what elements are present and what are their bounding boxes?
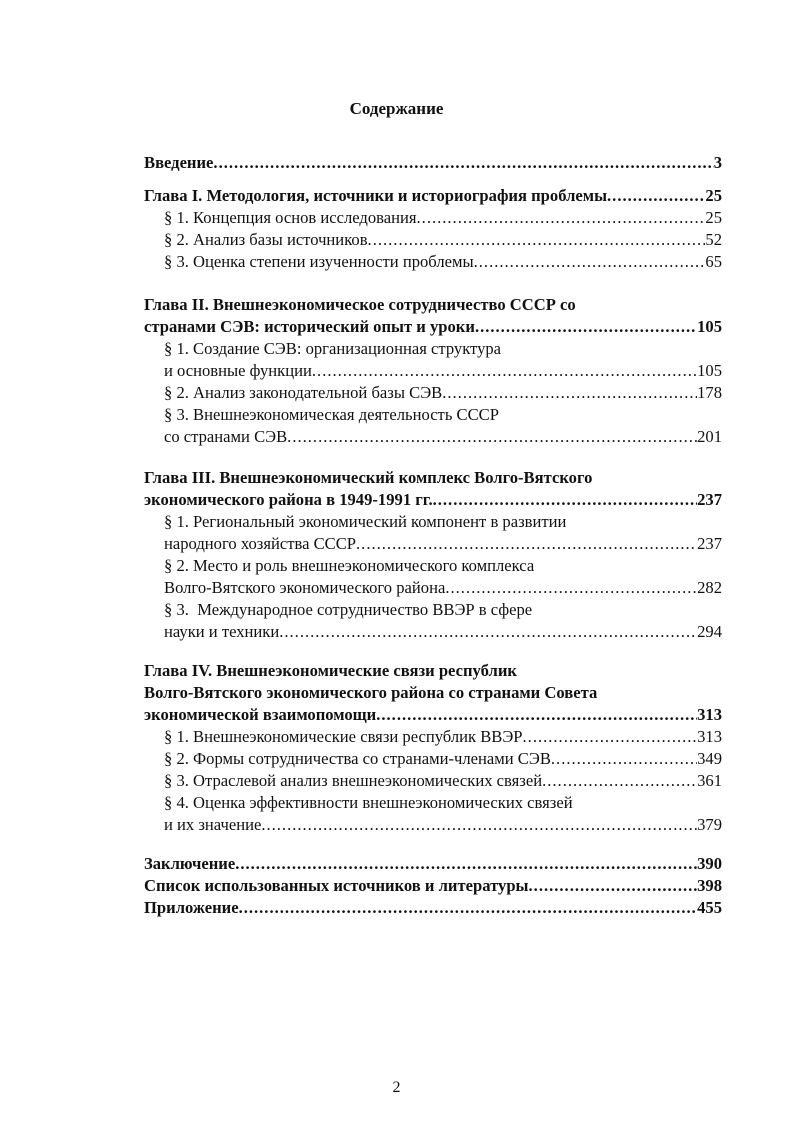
dot-leader <box>239 897 698 919</box>
toc-section-2-1[interactable] <box>144 360 722 382</box>
toc-section-4-2[interactable] <box>144 748 722 770</box>
section-page: 282 <box>697 578 722 597</box>
toc-entry-label: Заключение <box>144 854 236 873</box>
page-title: Содержание <box>349 99 444 118</box>
section-page: 379 <box>697 815 722 834</box>
dot-leader <box>376 704 697 726</box>
chapter-title: экономического района в 1949-1991 гг. <box>144 490 433 509</box>
toc-section-1-3[interactable] <box>144 251 722 273</box>
section-page: 237 <box>697 534 722 553</box>
toc-chapter-3-title-line-1: Глава III. Внешнеэкономический комплекс Волго-Вятского <box>144 468 593 487</box>
toc-chapter-2-title-line-1: Глава II. Внешнеэкономическое сотрудничество СССР со <box>144 295 576 314</box>
section-label: § 2. Анализ базы источников <box>164 230 368 249</box>
toc-chapter-1[interactable] <box>144 185 722 207</box>
section-page: 178 <box>697 383 722 402</box>
dot-leader <box>542 770 697 792</box>
chapter-page: 313 <box>697 705 722 724</box>
dot-leader <box>417 207 706 229</box>
toc-entry-sources[interactable] <box>144 875 722 897</box>
toc-chapter-4[interactable] <box>144 704 722 726</box>
toc-chapter-2[interactable] <box>144 316 722 338</box>
section-label: со странами СЭВ <box>164 427 288 446</box>
section-label: § 3. Оценка степени изученности проблемы <box>164 252 474 271</box>
toc-section-2-1-line-1: § 1. Создание СЭВ: организационная структура <box>164 339 502 358</box>
section-label: и основные функции <box>164 361 312 380</box>
dot-leader <box>287 426 697 448</box>
section-label: § 2. Формы сотрудничества со странами-членами СЭВ <box>164 749 551 768</box>
section-label: народного хозяйства СССР <box>164 534 357 553</box>
dot-leader <box>475 316 697 338</box>
chapter-page: 25 <box>705 186 722 205</box>
section-page: 25 <box>705 208 722 227</box>
toc-section-2-2[interactable] <box>144 382 722 404</box>
toc-entry-appendix[interactable] <box>144 897 722 919</box>
section-page: 313 <box>697 727 722 746</box>
toc-entry-label: Введение <box>144 153 214 172</box>
toc-section-3-3-line-1: § 3. Международное сотрудничество ВВЭР в сфере <box>164 600 533 619</box>
dot-leader <box>442 382 697 404</box>
toc-section-2-3-line-1: § 3. Внешнеэкономическая деятельность СССР <box>164 405 499 424</box>
dot-leader <box>445 577 697 599</box>
section-label: Волго-Вятского экономического района <box>164 578 446 597</box>
toc-section-4-3[interactable] <box>144 770 722 792</box>
dot-leader <box>279 621 697 643</box>
toc-entry-label: Приложение <box>144 898 239 917</box>
dot-leader <box>607 185 705 207</box>
toc-entry-page: 398 <box>697 876 722 895</box>
dot-leader <box>523 726 698 748</box>
dot-leader <box>213 152 713 174</box>
toc-section-3-1-line-1: § 1. Региональный экономический компонент в развитии <box>164 512 567 531</box>
toc-section-4-1[interactable] <box>144 726 722 748</box>
toc-chapter-3[interactable] <box>144 489 722 511</box>
section-label: § 3. Отраслевой анализ внешнеэкономических связей <box>164 771 543 790</box>
toc-section-3-3[interactable] <box>144 621 722 643</box>
toc-section-3-2-line-1: § 2. Место и роль внешнеэкономического комплекса <box>164 556 535 575</box>
chapter-title: Глава I. Методология, источники и историография проблемы <box>144 186 608 205</box>
dot-leader <box>356 533 697 555</box>
section-page: 65 <box>705 252 722 271</box>
section-page: 52 <box>705 230 722 249</box>
toc-section-1-1[interactable] <box>144 207 722 229</box>
toc-entry-page: 3 <box>713 153 722 172</box>
dot-leader <box>551 748 697 770</box>
section-page: 294 <box>697 622 722 641</box>
dot-leader <box>474 251 706 273</box>
section-label: науки и техники <box>164 622 280 641</box>
chapter-page: 237 <box>697 490 722 509</box>
section-label: § 2. Анализ законодательной базы СЭВ <box>164 383 443 402</box>
chapter-title: странами СЭВ: исторический опыт и уроки <box>144 317 475 336</box>
section-label: § 1. Концепция основ исследования <box>164 208 417 227</box>
toc-chapter-4-title-line-2: Волго-Вятского экономического района со странами Совета <box>144 683 598 702</box>
toc-entry-conclusion[interactable] <box>144 853 722 875</box>
chapter-page: 105 <box>697 317 722 336</box>
dot-leader <box>312 360 697 382</box>
toc-entry-page: 390 <box>697 854 722 873</box>
page-number: 2 <box>392 1079 401 1096</box>
section-page: 361 <box>697 771 722 790</box>
toc-section-4-4[interactable] <box>144 814 722 836</box>
toc-entry-intro[interactable] <box>144 152 722 174</box>
section-page: 105 <box>697 361 722 380</box>
section-label: § 1. Внешнеэкономические связи республик ВВЭР <box>164 727 523 746</box>
section-page: 349 <box>697 749 722 768</box>
section-label: и их значение <box>164 815 262 834</box>
toc-section-3-2[interactable] <box>144 577 722 599</box>
toc-entry-page: 455 <box>697 898 722 917</box>
dot-leader <box>529 875 698 897</box>
toc-section-4-4-line-1: § 4. Оценка эффективности внешнеэкономических связей <box>164 793 573 812</box>
toc-section-3-1[interactable] <box>144 533 722 555</box>
dot-leader <box>433 489 698 511</box>
toc-entry-label: Список использованных источников и литературы <box>144 876 529 895</box>
toc-chapter-4-title-line-1: Глава IV. Внешнеэкономические связи республик <box>144 661 517 680</box>
chapter-title: экономической взаимопомощи <box>144 705 377 724</box>
toc-section-2-3[interactable] <box>144 426 722 448</box>
dot-leader <box>368 229 706 251</box>
dot-leader <box>261 814 697 836</box>
toc-section-1-2[interactable] <box>144 229 722 251</box>
section-page: 201 <box>697 427 722 446</box>
dot-leader <box>235 853 697 875</box>
